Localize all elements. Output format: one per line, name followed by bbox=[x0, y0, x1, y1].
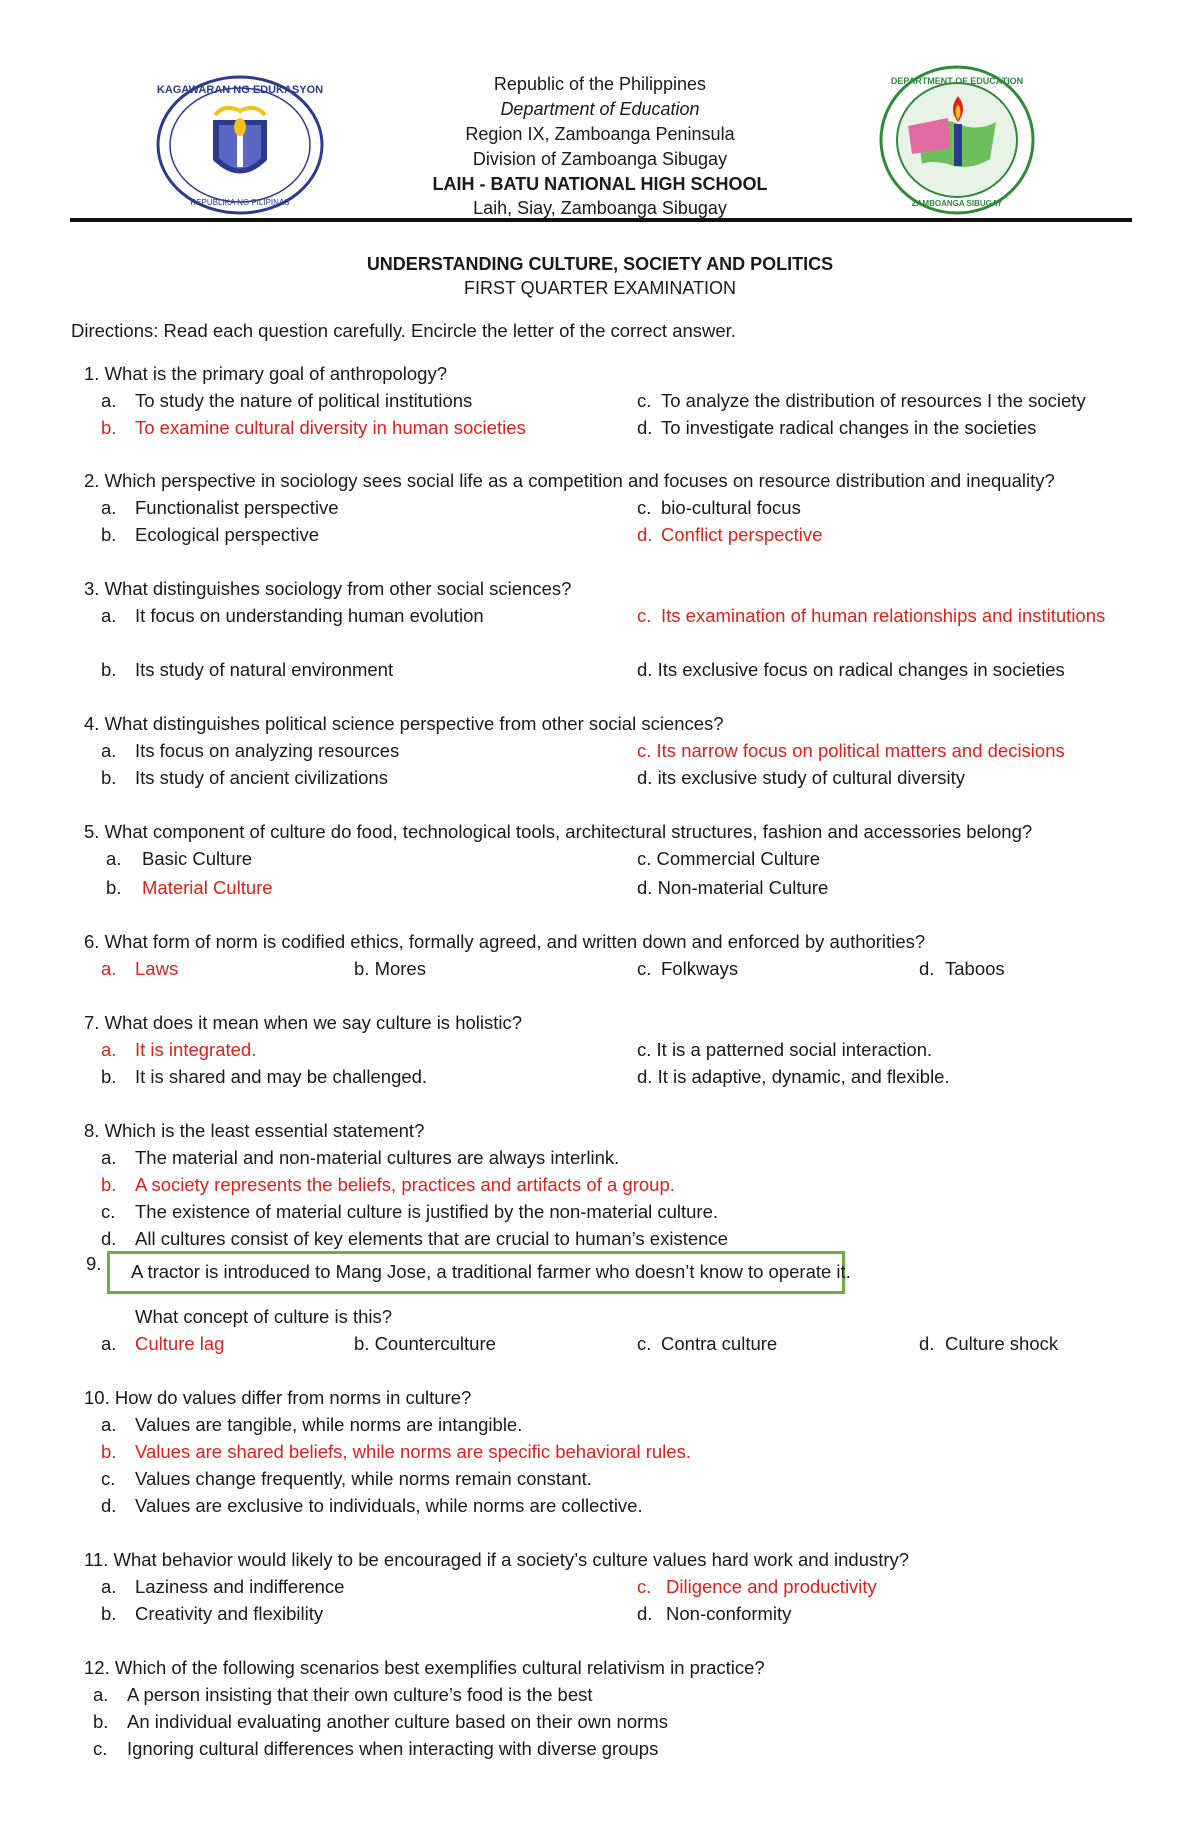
choice-letter: c. bbox=[637, 1333, 652, 1354]
question-stem: 10. How do values differ from norms in culture? bbox=[84, 1387, 472, 1408]
choice-text-answer: Material Culture bbox=[142, 877, 273, 898]
choice-text: Ignoring cultural differences when interacting with diverse groups bbox=[127, 1738, 659, 1759]
choice-letter: b. bbox=[101, 1603, 117, 1624]
choice-letter: d. bbox=[637, 417, 653, 438]
choice-text: To investigate radical changes in the societies bbox=[661, 417, 1037, 438]
choice-letter: a. bbox=[101, 740, 117, 761]
choice-letter-answer: d. bbox=[637, 524, 653, 545]
choice-text: Basic Culture bbox=[142, 848, 253, 869]
choice-letter: a. bbox=[101, 605, 117, 626]
choice-letter: d. bbox=[637, 1603, 653, 1624]
choice-letter: c. bbox=[101, 1468, 116, 1489]
choice-letter: a. bbox=[101, 1147, 117, 1168]
choice-text: Creativity and flexibility bbox=[135, 1603, 324, 1624]
choice-text: Its study of ancient civilizations bbox=[135, 767, 388, 788]
choice-letter-answer: b. bbox=[101, 1174, 117, 1195]
question-stem: 1. What is the primary goal of anthropology? bbox=[84, 363, 447, 384]
choice-letter: d. bbox=[101, 1228, 117, 1249]
choice-letter: a. bbox=[101, 390, 117, 411]
choice-text: bio-cultural focus bbox=[661, 497, 801, 518]
choice-letter: c. bbox=[637, 497, 652, 518]
choice-letter: b. bbox=[93, 1711, 109, 1732]
choice-text: Values change frequently, while norms remain constant. bbox=[135, 1468, 592, 1489]
question-stem: What concept of culture is this? bbox=[135, 1306, 393, 1327]
header-division: Division of Zamboanga Sibugay bbox=[472, 149, 728, 169]
svg-text:REPUBLIKA NG PILIPINAS: REPUBLIKA NG PILIPINAS bbox=[190, 198, 290, 207]
choice-letter: a. bbox=[101, 1576, 117, 1597]
exam-subtitle: FIRST QUARTER EXAMINATION bbox=[463, 278, 737, 298]
choice-text-answer: A society represents the beliefs, practices and artifacts of a group. bbox=[135, 1174, 675, 1195]
choice-letter: d. bbox=[919, 958, 935, 979]
directions: Directions: Read each question carefully. Encircle the letter of the correct answer. bbox=[71, 320, 736, 341]
choice-letter: c. bbox=[637, 390, 652, 411]
choice-text: b. Mores bbox=[354, 958, 426, 979]
choice-text: An individual evaluating another culture based on their own norms bbox=[127, 1711, 668, 1732]
header-republic: Republic of the Philippines bbox=[493, 74, 707, 94]
question-stem: 4. What distinguishes political science perspective from other social sciences? bbox=[84, 713, 724, 734]
choice-letter: b. bbox=[101, 659, 117, 680]
choice-text: d. its exclusive study of cultural diversity bbox=[637, 767, 965, 788]
choice-text: The existence of material culture is justified by the non-material culture. bbox=[135, 1201, 719, 1222]
choice-text: d. Its exclusive focus on radical changes in societies bbox=[637, 659, 1065, 680]
question-stem: 12. Which of the following scenarios best exemplifies cultural relativism in practice? bbox=[84, 1657, 765, 1678]
choice-text: The material and non-material cultures are always interlink. bbox=[135, 1147, 620, 1168]
choice-text: Values are tangible, while norms are intangible. bbox=[135, 1414, 523, 1435]
choice-text-answer: Values are shared beliefs, while norms are specific behavioral rules. bbox=[135, 1441, 691, 1462]
header-school: LAIH - BATU NATIONAL HIGH SCHOOL bbox=[432, 174, 768, 194]
choice-text: A person insisting that their own culture’s food is the best bbox=[127, 1684, 593, 1705]
choice-text: Its study of natural environment bbox=[135, 659, 394, 680]
question-stem: 7. What does it mean when we say culture is holistic? bbox=[84, 1012, 523, 1033]
choice-text: It is shared and may be challenged. bbox=[135, 1066, 428, 1087]
choice-text: To analyze the distribution of resources I the society bbox=[661, 390, 1086, 411]
choice-text: b. Counterculture bbox=[354, 1333, 496, 1354]
choice-text-answer: Laws bbox=[135, 958, 179, 979]
choice-letter: b. bbox=[101, 767, 117, 788]
choice-letter: d. bbox=[919, 1333, 935, 1354]
choice-text: Values are exclusive to individuals, while norms are collective. bbox=[135, 1495, 643, 1516]
svg-text:DEPARTMENT OF EDUCATION: DEPARTMENT OF EDUCATION bbox=[890, 76, 1024, 86]
scenario-text: A tractor is introduced to Mang Jose, a traditional farmer who doesn’t know to operate it. bbox=[131, 1261, 851, 1282]
choice-text: Laziness and indifference bbox=[135, 1576, 345, 1597]
question-stem: 11. What behavior would likely to be encouraged if a society’s culture values hard work and industry? bbox=[84, 1549, 910, 1570]
choice-letter: b. bbox=[106, 877, 122, 898]
choice-text-answer: To examine cultural diversity in human societies bbox=[135, 417, 526, 438]
choice-text: Contra culture bbox=[661, 1333, 778, 1354]
choice-letter: c. bbox=[637, 958, 652, 979]
choice-text-answer: Culture lag bbox=[135, 1333, 225, 1354]
choice-letter: c. bbox=[93, 1738, 108, 1759]
choice-text: d. It is adaptive, dynamic, and flexible. bbox=[637, 1066, 950, 1087]
choice-text-answer: Diligence and productivity bbox=[666, 1576, 877, 1597]
choice-text-answer: c. Its narrow focus on political matters and decisions bbox=[637, 740, 1065, 761]
choice-text: Non-conformity bbox=[666, 1603, 792, 1624]
header-region: Region IX, Zamboanga Peninsula bbox=[465, 124, 735, 144]
choice-text: Its focus on analyzing resources bbox=[135, 740, 400, 761]
choice-letter-answer: c. bbox=[637, 1576, 652, 1597]
question-stem: 6. What form of norm is codified ethics, formally agreed, and written down and enforced by authorities? bbox=[84, 931, 926, 952]
choice-letter: c. bbox=[101, 1201, 116, 1222]
choice-text: c. It is a patterned social interaction. bbox=[637, 1039, 933, 1060]
choice-letter-answer: b. bbox=[101, 417, 117, 438]
choice-letter: a. bbox=[106, 848, 122, 869]
choice-text: To study the nature of political institutions bbox=[135, 390, 473, 411]
choice-text: Culture shock bbox=[945, 1333, 1059, 1354]
choice-letter-answer: a. bbox=[101, 1039, 117, 1060]
question-stem: 2. Which perspective in sociology sees social life as a competition and focuses on resource distribution and inequality? bbox=[84, 470, 1055, 491]
choice-letter: d. bbox=[101, 1495, 117, 1516]
choice-letter: a. bbox=[101, 1414, 117, 1435]
choice-text: Ecological perspective bbox=[135, 524, 320, 545]
choice-text: It focus on understanding human evolution bbox=[135, 605, 484, 626]
choice-text: Folkways bbox=[661, 958, 739, 979]
choice-letter: b. bbox=[101, 524, 117, 545]
header-address: Laih, Siay, Zamboanga Sibugay bbox=[473, 198, 727, 218]
choice-text: d. Non-material Culture bbox=[637, 877, 829, 898]
question-stem: 8. Which is the least essential statement? bbox=[84, 1120, 425, 1141]
header-rule bbox=[70, 218, 1132, 222]
svg-text:KAGAWARAN NG EDUKASYON: KAGAWARAN NG EDUKASYON bbox=[156, 84, 324, 96]
choice-letter-answer: a. bbox=[101, 958, 117, 979]
choice-text: c. Commercial Culture bbox=[637, 848, 820, 869]
choice-text: All cultures consist of key elements that are crucial to human’s existence bbox=[135, 1228, 728, 1249]
choice-letter-answer: c. bbox=[637, 605, 652, 626]
question-stem: 3. What distinguishes sociology from other social sciences? bbox=[84, 578, 572, 599]
choice-text: Taboos bbox=[945, 958, 1005, 979]
choice-letter-answer: b. bbox=[101, 1441, 117, 1462]
choice-letter: a. bbox=[101, 1333, 117, 1354]
question-number: 9. bbox=[86, 1253, 102, 1274]
choice-letter: a. bbox=[93, 1684, 109, 1705]
choice-letter: a. bbox=[101, 497, 117, 518]
choice-letter: b. bbox=[101, 1066, 117, 1087]
question-stem: 5. What component of culture do food, technological tools, architectural structures, fashion and accessories belong? bbox=[84, 821, 1033, 842]
svg-text:ZAMBOANGA SIBUGAY: ZAMBOANGA SIBUGAY bbox=[911, 199, 1003, 208]
exam-title: UNDERSTANDING CULTURE, SOCIETY AND POLITICS bbox=[366, 254, 834, 274]
choice-text-answer: Its examination of human relationships and institutions bbox=[661, 605, 1106, 626]
header-department: Department of Education bbox=[500, 99, 700, 119]
choice-text-answer: It is integrated. bbox=[135, 1039, 257, 1060]
choice-text: Functionalist perspective bbox=[135, 497, 339, 518]
choice-text-answer: Conflict perspective bbox=[661, 524, 823, 545]
